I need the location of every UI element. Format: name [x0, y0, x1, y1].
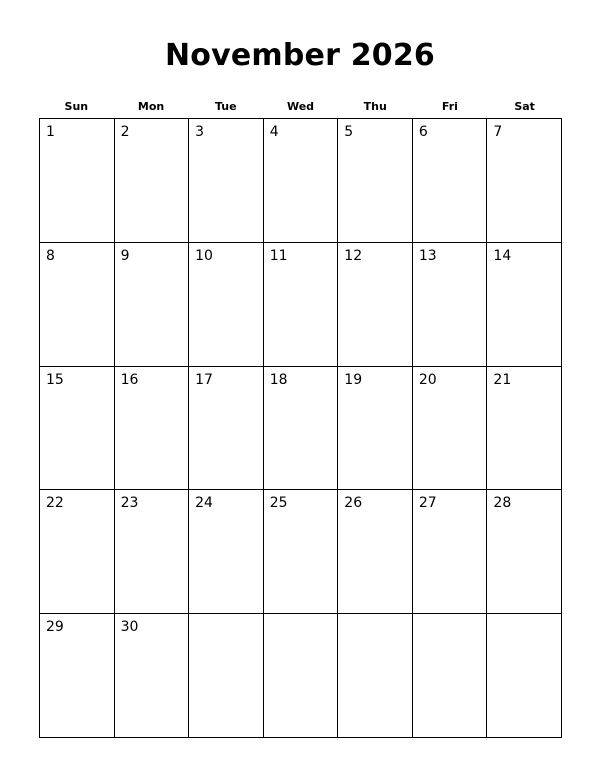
- day-number: 28: [493, 495, 512, 512]
- day-number: 20: [418, 371, 437, 388]
- day-cell: [413, 490, 488, 614]
- day-cell: [338, 614, 413, 738]
- day-cell: [189, 614, 264, 738]
- weekday-label-thu: Thu: [363, 100, 387, 113]
- day-number: 14: [493, 247, 512, 264]
- weekday-label-mon: Mon: [137, 100, 165, 113]
- day-number: 23: [120, 495, 139, 512]
- day-cell: [338, 367, 413, 491]
- day-number: 21: [493, 371, 512, 388]
- weekday-label-sat: Sat: [514, 100, 535, 113]
- day-cell: [115, 490, 190, 614]
- day-number: 25: [269, 495, 288, 512]
- day-cell: [40, 367, 115, 491]
- day-cell: [413, 614, 488, 738]
- day-number: 22: [46, 495, 64, 512]
- day-number: 12: [344, 247, 363, 264]
- weekday-label-sun: Sun: [64, 100, 89, 113]
- day-cell: [487, 119, 562, 243]
- day-cell: [115, 614, 190, 738]
- day-number: 9: [120, 247, 130, 264]
- day-cell: [487, 490, 562, 614]
- day-number: 10: [195, 247, 213, 264]
- day-cell: [189, 490, 264, 614]
- day-number: 7: [493, 124, 503, 140]
- day-cell: [338, 119, 413, 243]
- day-cell: [115, 243, 190, 367]
- day-number: 11: [269, 247, 288, 264]
- day-cell: [189, 367, 264, 491]
- day-cell: [413, 367, 488, 491]
- weekday-header-row: [39, 99, 562, 117]
- day-cell: [264, 367, 339, 491]
- day-cell: [40, 490, 115, 614]
- day-cell: [264, 614, 339, 738]
- day-cell: [338, 490, 413, 614]
- day-cell: [40, 614, 115, 738]
- day-cell: [338, 243, 413, 367]
- day-cell: [264, 243, 339, 367]
- day-number: 19: [344, 371, 363, 388]
- day-number: 29: [46, 619, 64, 636]
- day-cell: [189, 243, 264, 367]
- weekday-label-wed: Wed: [286, 100, 315, 113]
- day-number: 17: [195, 371, 213, 388]
- day-number: 24: [195, 495, 213, 512]
- day-cell: [413, 119, 488, 243]
- day-cell: [264, 490, 339, 614]
- weekday-label-tue: Tue: [214, 100, 237, 113]
- day-number: 26: [344, 495, 363, 512]
- day-cell: [40, 119, 115, 243]
- calendar-grid: [39, 118, 562, 738]
- day-number: 5: [344, 124, 354, 140]
- day-number: 3: [195, 124, 205, 140]
- day-cell: [413, 243, 488, 367]
- day-number: 18: [269, 371, 288, 388]
- day-number: 16: [120, 371, 139, 388]
- day-number: 15: [46, 371, 64, 388]
- day-cell: [115, 119, 190, 243]
- calendar-title: November 2026: [164, 38, 436, 73]
- day-number: 27: [418, 495, 437, 512]
- day-number: 2: [120, 124, 130, 140]
- day-number: 4: [269, 124, 279, 140]
- day-cell: [264, 119, 339, 243]
- day-cell: [40, 243, 115, 367]
- day-number: 8: [46, 247, 55, 264]
- day-cell: [487, 614, 562, 738]
- weekday-label-fri: Fri: [441, 100, 458, 113]
- day-number: 13: [418, 247, 437, 264]
- day-cell: [487, 243, 562, 367]
- day-cell: [487, 367, 562, 491]
- day-cell: [189, 119, 264, 243]
- day-number: 6: [418, 124, 428, 140]
- day-number: 1: [46, 124, 55, 140]
- day-cell: [115, 367, 190, 491]
- day-number: 30: [120, 619, 139, 636]
